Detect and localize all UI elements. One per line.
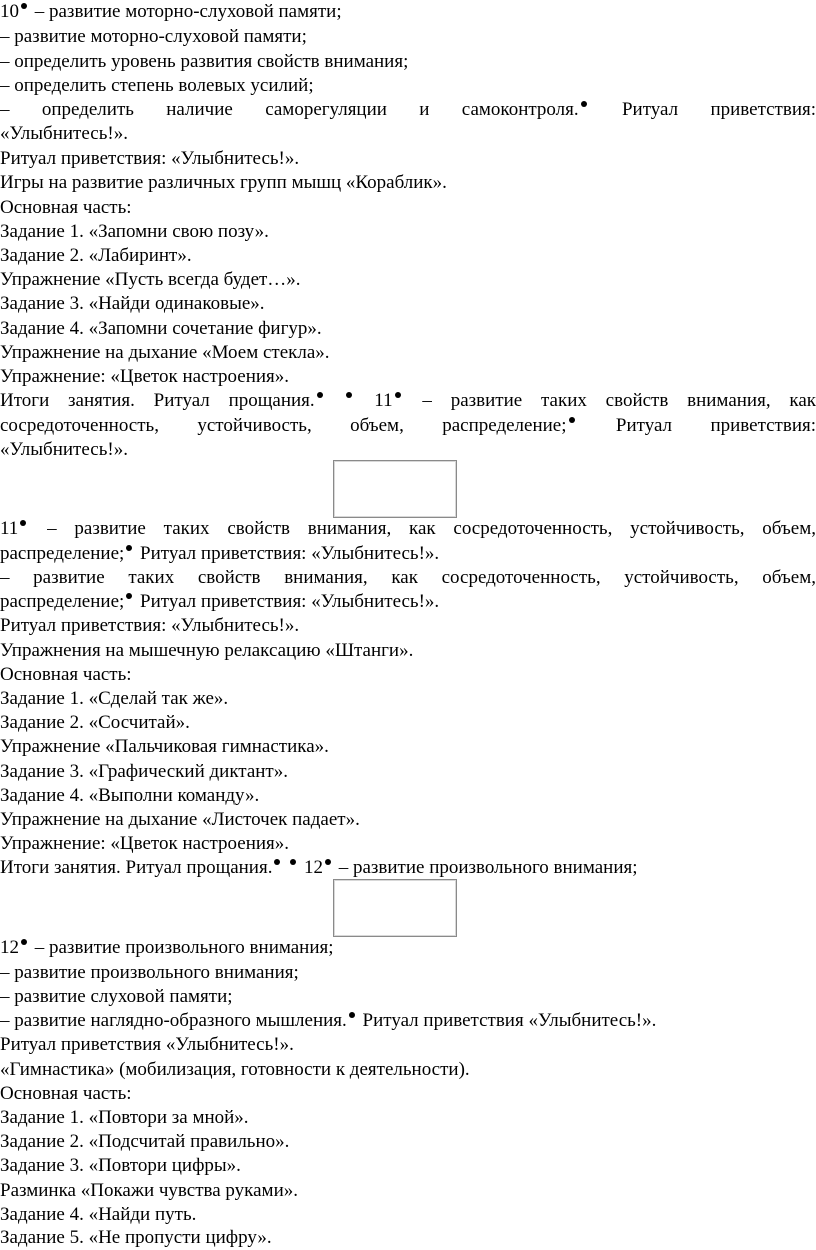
- bullet-icon: [569, 417, 575, 423]
- text-line: Упражнение: «Цветок настроения».: [0, 833, 290, 854]
- text-line: Упражнение на дыхание «Моем стекла».: [0, 342, 330, 363]
- bullet-icon: [274, 859, 280, 865]
- text-line: Игры на развитие различных групп мышц «Кораблик».: [0, 172, 447, 193]
- bullet-icon: [317, 392, 323, 398]
- bullet-icon: [21, 3, 27, 9]
- text-line: Задание 4. «Выполни команду».: [0, 785, 260, 806]
- text-line: Задание 1. «Запомни свою позу».: [0, 221, 269, 242]
- text-line: Задание 5. «Не пропусти цифру».: [0, 1227, 272, 1248]
- text-line: распределение; Ритуал приветствия: «Улыбнитесь!».: [0, 591, 440, 612]
- text-line: Задание 2. «Лабиринт».: [0, 245, 192, 266]
- text-line: Итоги занятия. Ритуал прощания. 12 – развитие произвольного внимания;: [0, 857, 638, 878]
- text-line: – определить уровень развития свойств внимания;: [0, 51, 409, 72]
- text-line: – развитие моторно-слуховой памяти;: [0, 26, 307, 47]
- text-line: Итоги занятия. Ритуал прощания. 11 – развитие таких свойств внимания, как: [0, 390, 816, 411]
- text-line: – развитие наглядно-образного мышления. Ритуал приветствия «Улыбнитесь!».: [0, 1010, 657, 1031]
- text-line: «Улыбнитесь!».: [0, 439, 128, 460]
- bullet-icon: [126, 593, 132, 599]
- text-line: Задание 4. «Найди путь.: [0, 1204, 197, 1225]
- text-line: – развитие слуховой памяти;: [0, 986, 233, 1007]
- text-line: Основная часть:: [0, 1083, 132, 1104]
- text-line: Задание 3. «Найди одинаковые».: [0, 293, 265, 314]
- text-line: Задание 3. «Графический диктант».: [0, 761, 288, 782]
- image-placeholder-frame: [333, 879, 457, 937]
- bullet-icon: [290, 859, 296, 865]
- text-line: Упражнения на мышечную релаксацию «Штанги».: [0, 640, 414, 661]
- bullet-icon: [126, 545, 132, 551]
- text-line: «Улыбнитесь!».: [0, 123, 128, 144]
- text-line: 10 – развитие моторно-слуховой памяти;: [0, 1, 342, 22]
- text-line: Разминка «Покажи чувства руками».: [0, 1180, 298, 1201]
- bullet-icon: [20, 520, 26, 526]
- text-line: «Гимнастика» (мобилизация, готовности к деятельности).: [0, 1059, 470, 1080]
- text-line: Задание 3. «Повтори цифры».: [0, 1155, 241, 1176]
- text-line: Ритуал приветствия: «Улыбнитесь!».: [0, 148, 300, 169]
- text-line: Упражнение «Пусть всегда будет…».: [0, 269, 301, 290]
- bullet-icon: [346, 392, 352, 398]
- text-line: – определить степень волевых усилий;: [0, 75, 314, 96]
- text-line: Задание 4. «Запомни сочетание фигур».: [0, 318, 322, 339]
- text-line: 11 – развитие таких свойств внимания, как сосредоточенность, устойчивость, объем,: [0, 518, 816, 539]
- image-placeholder-frame: [333, 460, 457, 518]
- text-line: Основная часть:: [0, 197, 132, 218]
- text-line: Упражнение на дыхание «Листочек падает».: [0, 809, 360, 830]
- bullet-icon: [21, 939, 27, 945]
- text-line: 12 – развитие произвольного внимания;: [0, 937, 334, 958]
- text-line: – развитие произвольного внимания;: [0, 962, 299, 983]
- text-line: распределение; Ритуал приветствия: «Улыбнитесь!».: [0, 543, 440, 564]
- text-line: – определить наличие саморегуляции и самоконтроля. Ритуал приветствия:: [0, 99, 816, 120]
- text-line: Упражнение «Пальчиковая гимнастика».: [0, 736, 329, 757]
- bullet-icon: [325, 859, 331, 865]
- text-line: Задание 1. «Сделай так же».: [0, 688, 229, 709]
- text-line: – развитие таких свойств внимания, как сосредоточенность, устойчивость, объем,: [0, 567, 816, 588]
- text-line: Задание 2. «Сосчитай».: [0, 712, 190, 733]
- text-line: сосредоточенность, устойчивость, объем, распределение; Ритуал приветствия:: [0, 415, 816, 436]
- bullet-icon: [395, 392, 401, 398]
- text-line: Упражнение: «Цветок настроения».: [0, 366, 290, 387]
- text-line: Основная часть:: [0, 664, 132, 685]
- bullet-icon: [581, 101, 587, 107]
- text-line: Ритуал приветствия «Улыбнитесь!».: [0, 1034, 294, 1055]
- bullet-icon: [349, 1012, 355, 1018]
- text-line: Ритуал приветствия: «Улыбнитесь!».: [0, 615, 300, 636]
- text-line: Задание 2. «Подсчитай правильно».: [0, 1131, 290, 1152]
- text-line: Задание 1. «Повтори за мной».: [0, 1107, 249, 1128]
